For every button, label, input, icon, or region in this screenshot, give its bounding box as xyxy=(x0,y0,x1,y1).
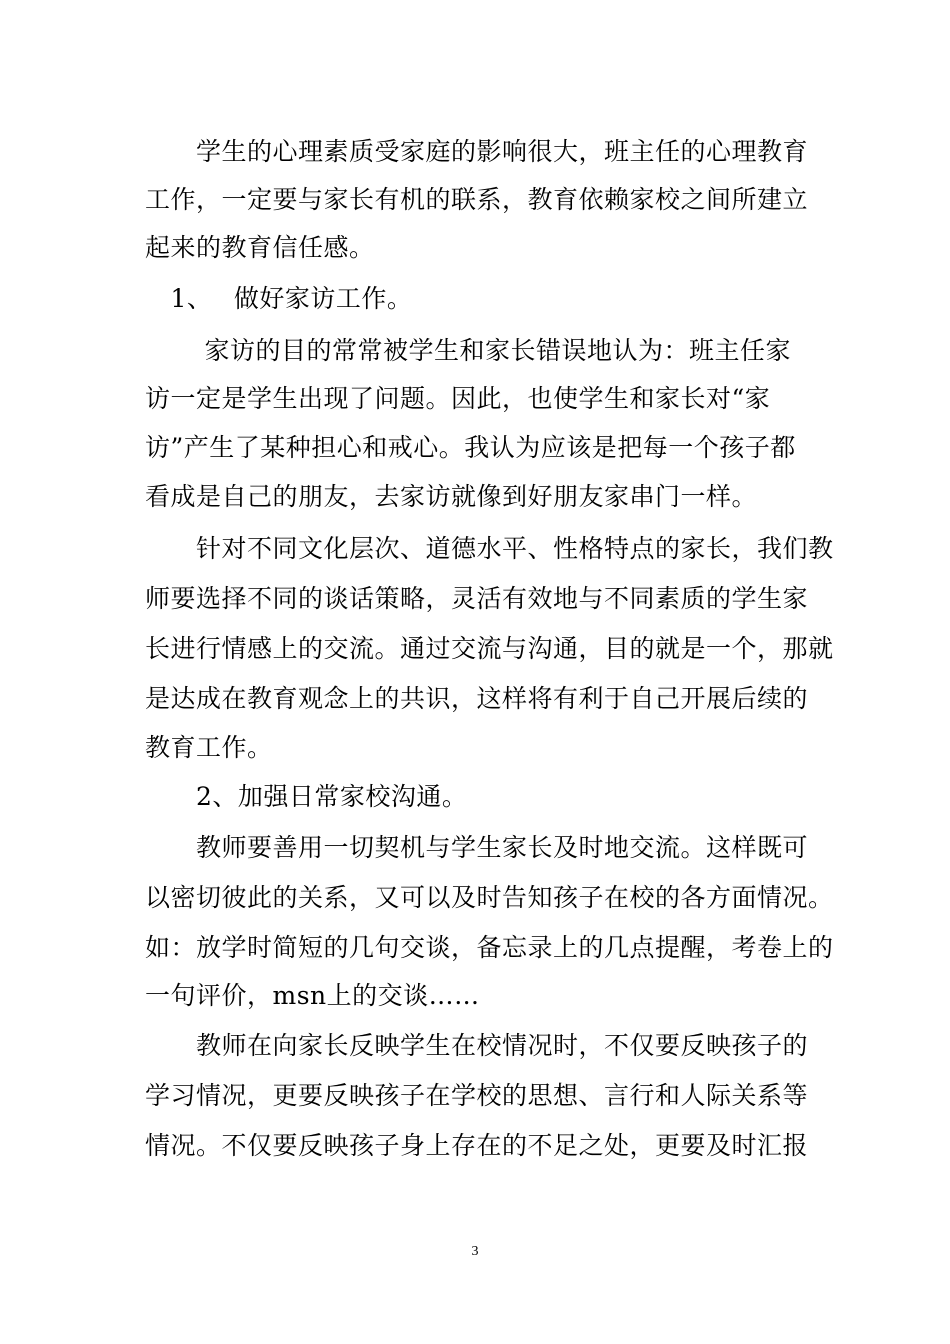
text-line: 师要选择不同的谈话策略，灵活有效地与不同素质的学生家 xyxy=(145,584,809,613)
text-line: 访一定是学生出现了问题。因此，也使学生和家长对“家 xyxy=(145,384,771,413)
text-line: 教师要善用一切契机与学生家长及时地交流。这样既可 xyxy=(145,833,809,862)
text-line: 1、 做好家访工作。 xyxy=(145,284,413,313)
text-line: 2、加强日常家校沟通。 xyxy=(145,782,468,811)
text-line: 工作，一定要与家长有机的联系，教育依赖家校之间所建立 xyxy=(145,185,809,214)
text-line: 是达成在教育观念上的共识，这样将有利于自己开展后续的 xyxy=(145,684,809,713)
text-line: 教师在向家长反映学生在校情况时，不仅要反映孩子的 xyxy=(145,1031,809,1060)
text-line: 教育工作。 xyxy=(145,733,273,762)
text-line: 起来的教育信任感。 xyxy=(145,233,375,262)
text-line: 学生的心理素质受家庭的影响很大，班主任的心理教育 xyxy=(145,137,809,166)
text-line: 针对不同文化层次、道德水平、性格特点的家长，我们教 xyxy=(145,534,834,563)
text-line: 长进行情感上的交流。通过交流与沟通，目的就是一个，那就 xyxy=(145,634,834,663)
text-line: 一句评价，msn上的交谈…… xyxy=(145,981,480,1010)
page-number: 3 xyxy=(471,1244,479,1259)
text-line: 如：放学时简短的几句交谈，备忘录上的几点提醒，考卷上的 xyxy=(145,933,834,962)
text-line: 看成是自己的朋友，去家访就像到好朋友家串门一样。 xyxy=(145,482,758,511)
text-line: 学习情况，更要反映孩子在学校的思想、言行和人际关系等 xyxy=(145,1081,809,1110)
text-line: 访”产生了某种担心和戒心。我认为应该是把每一个孩子都 xyxy=(145,433,796,462)
text-line: 情况。不仅要反映孩子身上存在的不足之处，更要及时汇报 xyxy=(145,1131,809,1160)
text-line: 以密切彼此的关系，又可以及时告知孩子在校的各方面情况。 xyxy=(145,883,834,912)
text-line: 家访的目的常常被学生和家长错误地认为：班主任家 xyxy=(145,336,791,365)
